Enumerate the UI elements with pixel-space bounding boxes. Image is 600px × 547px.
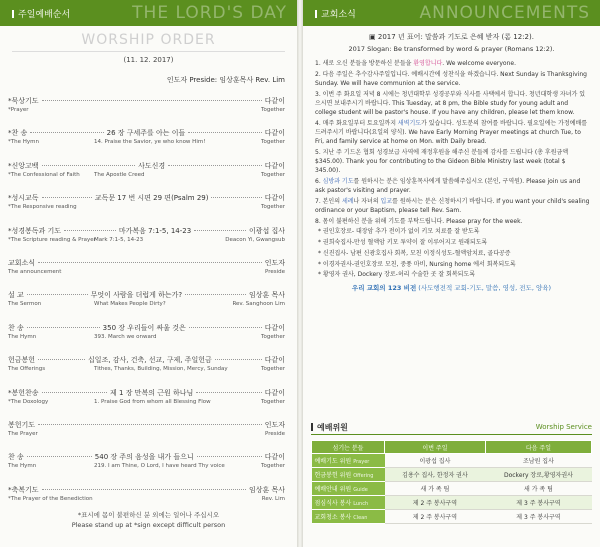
order-item bbox=[8, 96, 285, 115]
leader-dots bbox=[42, 165, 136, 166]
leader-dots bbox=[38, 359, 85, 360]
order-item-content: 350 장 우리들이 싸울 것은 bbox=[102, 323, 186, 332]
order-item-label: 교회소식 bbox=[8, 259, 36, 267]
leader-dots bbox=[188, 132, 261, 133]
order-item-leader: 다같이 bbox=[264, 161, 285, 170]
order-item-label: *찬 송 bbox=[8, 129, 28, 138]
column-header: 다음 주일 bbox=[485, 441, 591, 454]
worship-order-page bbox=[0, 0, 297, 547]
leader-dots bbox=[196, 392, 261, 393]
order-item-content-en: Tithes, Thanks, Building, Mission, Mercy, Sunday bbox=[94, 366, 228, 373]
order-item-content: 사도신경 bbox=[138, 161, 166, 170]
role-cell bbox=[312, 496, 385, 510]
order-item-label-en: *The Scripture reading & Prayer bbox=[8, 236, 96, 243]
leader-dots bbox=[42, 197, 92, 198]
table-row bbox=[312, 496, 592, 510]
service-title: 예배위원 bbox=[311, 422, 348, 433]
role-en: Clean bbox=[353, 515, 368, 521]
role-en: Guide bbox=[353, 487, 368, 493]
announcement-item: 3. 이번 주 화요일 저녁 8 시에는 청년대학부 성경공부와 식사를 사택에서 합니다. 청년대학생 자녀가 있으시면 보내주시기 바랍니다. This Tuesday, at 8 pm, the Bible study for young adult and college student will be pastor's house. If you have any children, please let them know. bbox=[315, 90, 585, 117]
this-week-cell: 새 가 족 팀 bbox=[385, 482, 486, 496]
announcement-item bbox=[315, 197, 590, 215]
order-item-content: 540 장 주의 음성을 내가 들으니 bbox=[94, 453, 194, 462]
role-ko: 헌금봉헌 위원 bbox=[314, 472, 352, 479]
role-ko: 예배안내 위원 bbox=[314, 486, 352, 493]
announcements-page bbox=[303, 0, 600, 547]
a7-text: 7. 본인의 bbox=[315, 197, 342, 205]
church-vision bbox=[303, 283, 600, 292]
a4-text-rest: 가 있습니다. 성도분의 참여를 바랍니다. 필요일에는 가정예배를 드려주시기 바랍니다(요일의 양식). We have Early Morning Prayer meetings at church Tue, to Fri, and family service at home on Mon. with Daily bread. bbox=[315, 119, 588, 146]
leader-dots bbox=[27, 294, 88, 295]
order-item-content-en: The Apostle Creed bbox=[94, 171, 145, 178]
prayer-request: * 권인호장로- 대장암 추가 전이가 없이 키모 치료를 잘 받도록 bbox=[318, 228, 480, 236]
leader-dots bbox=[64, 230, 116, 231]
leader-dots bbox=[38, 424, 262, 425]
next-week-cell: 조남원 집사 bbox=[485, 454, 591, 468]
order-item-content-en: 1. Praise God from whom all Blessing Flow bbox=[94, 398, 211, 405]
order-item-label-en: The Offerings bbox=[8, 366, 46, 373]
order-item bbox=[8, 290, 285, 309]
order-item-leader: 다같이 bbox=[264, 388, 285, 397]
service-date: (11. 12. 2017) bbox=[123, 56, 174, 64]
footer-note-ko: *표시에 몸이 불편하신 분 외에는 일어나 주십시오 bbox=[77, 511, 220, 519]
header-tag: 주일예배순서 bbox=[12, 7, 70, 20]
next-week-cell: 제 3 주 봉사구역 bbox=[485, 496, 591, 510]
order-item-label-en: The Hymn bbox=[8, 333, 37, 340]
order-item-content: 제 1 장 만복의 근원 하나님 bbox=[110, 388, 194, 397]
order-item-label-en: The announcement bbox=[8, 269, 62, 275]
square-icon: ▣ bbox=[369, 33, 378, 41]
role-ko: 교회청소 봉사 bbox=[314, 514, 352, 521]
leader-dots bbox=[42, 100, 262, 101]
footer-note-en: Please stand up at *sign except difficult person bbox=[71, 521, 226, 529]
a4-text: 4. 매주 화요일부터 토요일까지 bbox=[315, 119, 398, 127]
order-item-label: 찬 송 bbox=[8, 453, 24, 462]
leader-dots bbox=[168, 165, 262, 166]
order-item bbox=[8, 485, 285, 504]
a7-highlight-2: 입교 bbox=[380, 197, 393, 205]
order-item-label-en: *Prayer bbox=[8, 107, 29, 113]
role-en: Prayer bbox=[353, 459, 370, 465]
order-item-label: 설 교 bbox=[8, 291, 24, 300]
order-item-leader-en: Together bbox=[261, 398, 285, 405]
header-watermark: ANNOUNCEMENTS bbox=[419, 3, 590, 23]
role-ko: 점심식사 봉사 bbox=[314, 500, 352, 507]
order-item-label-en: *The Prayer of the Benediction bbox=[8, 495, 93, 502]
order-item-leader: 임상훈 목사 bbox=[248, 291, 285, 300]
announcement-list bbox=[315, 59, 590, 279]
order-item-label: *신앙고백 bbox=[8, 161, 39, 170]
order-item-label: *묵상기도 bbox=[8, 97, 39, 105]
table-row bbox=[312, 482, 592, 496]
order-item bbox=[8, 355, 285, 374]
announcement-item: 8. 몸이 불편하신 분을 위해 기도를 부탁드립니다. Please pray for the week. bbox=[315, 217, 523, 225]
order-item-leader-en: Preside bbox=[264, 431, 285, 437]
leader-dots bbox=[189, 327, 262, 328]
order-item-content: 십일조, 감사, 건축, 선교, 구제, 주일헌금 bbox=[88, 356, 212, 365]
order-item-leader-en: Together bbox=[261, 204, 285, 211]
order-item-leader-en: Together bbox=[261, 139, 285, 146]
presider-line bbox=[8, 75, 285, 85]
order-item-leader-en: Together bbox=[261, 463, 285, 470]
prayer-request: * 권희숙집사-만성 혈액암 키모 투약이 잘 이루어지고 원래되도록 bbox=[318, 239, 488, 247]
service-table bbox=[311, 440, 592, 524]
order-item-leader-en: Rev. Lim bbox=[261, 495, 285, 502]
service-table-body bbox=[312, 454, 592, 524]
order-item-leader: 다같이 bbox=[264, 97, 285, 105]
role-cell bbox=[312, 468, 385, 482]
table-header-row bbox=[312, 441, 592, 454]
vision-detail: (사도행전적 교회-기도, 말씀, 영성, 전도, 양육) bbox=[416, 284, 552, 293]
order-item-leader: 이광섭 집사 bbox=[248, 226, 285, 235]
order-item-label-en: *The Doxology bbox=[8, 398, 49, 405]
a1-text: 1. 새로 오신 분들을 방문하신 분들을 bbox=[315, 60, 414, 67]
order-item-content-en: 14. Praise the Savior, ye who know Him! bbox=[94, 139, 206, 146]
order-item-leader: 다같이 bbox=[264, 129, 285, 138]
order-item-content: 마가복음 7:1-5, 14-23 bbox=[118, 226, 192, 235]
leader-dots bbox=[27, 327, 100, 328]
order-item-label: 헌금봉헌 bbox=[8, 356, 36, 365]
order-item-leader-en: Together bbox=[261, 107, 285, 113]
presider-text: 인도자 Preside: 임상훈목사 Rev. Lim bbox=[166, 76, 285, 84]
leader-dots bbox=[197, 456, 262, 457]
order-item bbox=[8, 388, 285, 407]
next-week-cell: 제 3 주 봉사구역 bbox=[485, 510, 591, 524]
order-item bbox=[8, 193, 285, 212]
role-cell bbox=[312, 482, 385, 496]
order-item-leader: 다같이 bbox=[264, 194, 285, 203]
table-row bbox=[312, 454, 592, 468]
next-week-cell: 새 가 족 팀 bbox=[485, 482, 591, 496]
right-header bbox=[303, 0, 600, 26]
order-item-content: 교독문 17 번 시편 29 편(Psalm 29) bbox=[94, 194, 209, 203]
order-item-label-en: The Prayer bbox=[8, 431, 38, 437]
a7-text-rest: 를 원하시는 분은 신청하시기 바랍니다. If you want your child's sealing ordinance or your Baptism, please tell Rev. Sam. bbox=[315, 197, 590, 215]
leader-dots bbox=[27, 456, 92, 457]
order-item bbox=[8, 323, 285, 342]
this-week-cell: 이광섭 집사 bbox=[385, 454, 486, 468]
order-item-label: *성경봉독과 기도 bbox=[8, 226, 62, 235]
order-item-leader-en: Together bbox=[261, 366, 285, 373]
a1-highlight: 환영합니다 bbox=[413, 60, 443, 67]
order-item-leader: 인도자 bbox=[264, 259, 285, 267]
leader-dots bbox=[38, 262, 262, 263]
a4-highlight: 새벽기도 bbox=[397, 119, 422, 127]
order-item-label-en: *The Confessional of Faith bbox=[8, 171, 80, 178]
order-item-leader-en: Preside bbox=[264, 269, 285, 275]
this-week-cell: 제 2 주 봉사구역 bbox=[385, 510, 486, 524]
announcement-item bbox=[315, 119, 590, 147]
announcement-item bbox=[315, 177, 590, 195]
leader-dots bbox=[215, 359, 262, 360]
order-item-content-en: Mark 7:1-5, 14-23 bbox=[94, 236, 144, 243]
order-item-leader-en: Together bbox=[261, 333, 285, 340]
order-item-leader: 다같이 bbox=[264, 356, 285, 365]
order-item-content-en: What Makes People Dirty? bbox=[94, 301, 166, 308]
prayer-request: * 이경자권사-권인호장로 모친, 중풍 마비, Nursing home 에서 회복되도록 bbox=[318, 260, 516, 268]
order-item-label: *성시교독 bbox=[8, 194, 39, 203]
a7-highlight-1: 세례 bbox=[341, 197, 354, 205]
leader-dots bbox=[211, 197, 261, 198]
order-item bbox=[8, 128, 285, 147]
left-header bbox=[0, 0, 297, 26]
order-item bbox=[8, 452, 285, 471]
leader-dots bbox=[42, 392, 107, 393]
order-item-leader: 임상훈 목사 bbox=[248, 485, 285, 494]
divider bbox=[12, 51, 285, 52]
order-item-leader-en: Deacon Yi, Gwangsub bbox=[225, 236, 285, 243]
a6-text-rest: 를 원하시는 분은 임상훈목사에게 말씀해주십시오 (본인, 구역원). Please join us and ask pastor's visiting and prayer. bbox=[315, 177, 581, 195]
order-item-label: 봉헌기도 bbox=[8, 421, 36, 429]
role-en: Offering bbox=[353, 473, 374, 479]
this-week-cell: 김용수 집사, 한정자 권사 bbox=[385, 468, 486, 482]
order-item-content: 26 장 구세주를 아는 이들 bbox=[106, 129, 186, 138]
role-en: Lunch bbox=[353, 501, 369, 507]
a6-highlight: 심방과 기도 bbox=[322, 177, 354, 185]
announcement-item bbox=[315, 59, 590, 68]
service-section-header bbox=[311, 421, 592, 435]
order-item-label-en: The Sermon bbox=[8, 301, 42, 308]
role-ko: 예배기도 위원 bbox=[314, 458, 352, 465]
order-item-content-en: 219. I am Thine, O Lord, I have heard Thy voice bbox=[94, 463, 225, 470]
leader-dots bbox=[194, 230, 246, 231]
table-row bbox=[312, 510, 592, 524]
slogan-ko bbox=[303, 32, 600, 42]
announcement-item: 5. 지난 주 기드온 협회 성경보급 사역에 재정후원을 해주신 분들께 감사를 드립니다 (총 후원금액 $345.00). Thank you for contributing to the Gideon Bible Ministry last week (total $ 345.00). bbox=[315, 148, 569, 175]
service-title-en: Worship Service bbox=[535, 423, 592, 431]
order-item-leader-en: Together bbox=[261, 171, 285, 178]
role-cell bbox=[312, 454, 385, 468]
order-item bbox=[8, 161, 285, 180]
role-cell bbox=[312, 510, 385, 524]
order-item-label: *축복기도 bbox=[8, 485, 39, 494]
order-item-leader: 인도자 bbox=[264, 421, 285, 429]
order-item-label-en: *The Responsive reading bbox=[8, 204, 77, 211]
a7-text-mid: 나 자녀의 bbox=[353, 197, 381, 205]
order-item-leader-en: Rev. Sanghoon Lim bbox=[232, 301, 285, 308]
leader-dots bbox=[185, 294, 246, 295]
header-tag: 교회소식 bbox=[315, 7, 356, 20]
order-item-label-en: The Hymn bbox=[8, 463, 37, 470]
column-header: 섬기는 분들 bbox=[312, 441, 385, 454]
order-item-leader: 다같이 bbox=[264, 323, 285, 332]
next-week-cell: Dockery 장로,황영자권사 bbox=[485, 468, 591, 482]
page-subtitle: WORSHIP ORDER bbox=[81, 32, 216, 48]
order-item bbox=[8, 420, 285, 439]
order-item bbox=[8, 226, 285, 245]
announcement-item: 2. 다음 주일은 추수감사주일입니다. 예배시간에 성찬식을 하겠습니다. Next Sunday is Thanksgiving Sunday. We will have communion at the service. bbox=[315, 70, 587, 87]
order-item-content: 무엇이 사람을 더럽게 하는가? bbox=[90, 291, 183, 300]
order-item-label: 찬 송 bbox=[8, 323, 24, 332]
order-item-label-en: *The Hymn bbox=[8, 139, 39, 146]
table-row bbox=[312, 468, 592, 482]
prayer-request: * 황영자 권사, Dockery 장로-허리 수술한 곳 잘 회복되도록 bbox=[318, 271, 476, 279]
vision-title: 우리 교회의 123 비전 bbox=[351, 284, 417, 293]
column-header: 이번 주일 bbox=[385, 441, 486, 454]
a1-text-en: . We welcome everyone. bbox=[442, 60, 516, 67]
leader-dots bbox=[42, 489, 246, 490]
leader-dots bbox=[30, 132, 103, 133]
header-watermark: THE LORD'S DAY bbox=[132, 3, 287, 23]
this-week-cell: 제 2 주 봉사구역 bbox=[385, 496, 486, 510]
slogan-en: 2017 Slogan: Be transformed by word & prayer (Romans 12:2). bbox=[348, 45, 555, 53]
order-item bbox=[8, 258, 285, 277]
order-item-label: *봉헌찬송 bbox=[8, 388, 39, 397]
order-item-content-en: 393. March we onward bbox=[94, 333, 157, 340]
prayer-request: * 신진집사- 남편 신광호집사 회복, 모친 이정식성도-혈액암치료, 골다공증 bbox=[318, 249, 511, 257]
a6-text: 6. bbox=[315, 177, 323, 185]
slogan-ko-text: 2017 년 표어: 말씀과 기도로 은혜 받자 (롬 12:2). bbox=[377, 33, 534, 41]
order-item-leader: 다같이 bbox=[264, 453, 285, 462]
